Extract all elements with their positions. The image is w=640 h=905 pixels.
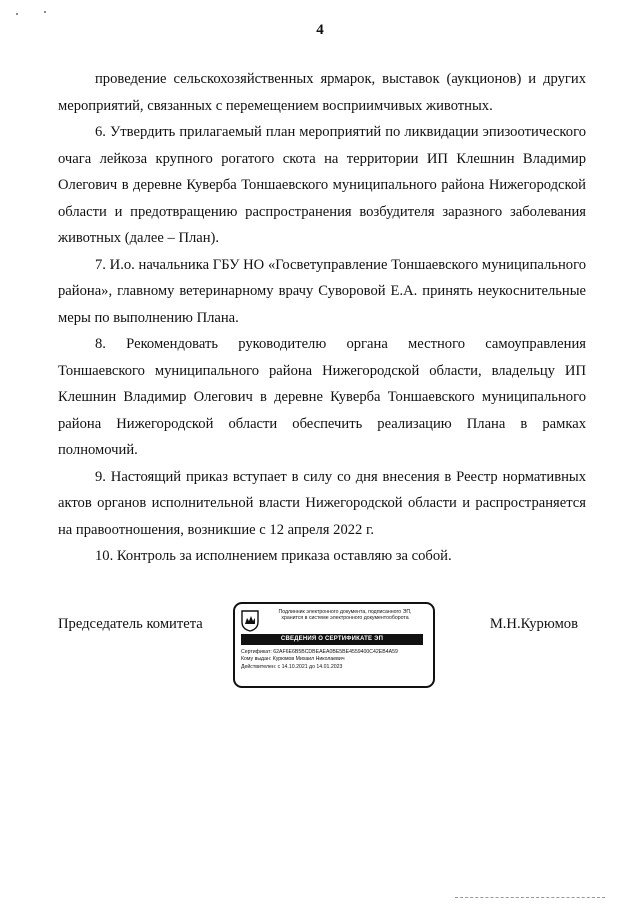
- stamp-banner: СВЕДЕНИЯ О СЕРТИФИКАТЕ ЭП: [241, 634, 423, 645]
- footer-divider: [455, 897, 605, 898]
- paragraph-item-6: 6. Утвердить прилагаемый план мероприятий по ликвидации эпизоотического очага лейкоза крупного рогатого скота на территории ИП Клешнин Владимир Олегович в деревне Куверба Тоншаевского муниципального района Нижегородской области и предотвращению распространения возбудителя заразного заболевания животных (далее – План).: [58, 124, 586, 246]
- page-number: 4: [316, 22, 324, 38]
- stamp-validity: Действителен: с 14.10.2021 до 14.01.2023: [241, 663, 343, 670]
- signer-title: Председатель комитета: [58, 616, 203, 632]
- paragraph-item-7: 7. И.о. начальника ГБУ НО «Госветуправление Тоншаевского муниципального района», главному ветеринарному врачу Суворовой Е.А. принять неукоснительные меры по выполнению Плана.: [58, 256, 586, 326]
- signer-name: М.Н.Курюмов: [489, 616, 578, 632]
- paragraph-item-8: 8. Рекомендовать руководителю органа местного самоуправления Тоншаевского муниципального района Нижегородской области, владельцу ИП Клешнин Владимир Олегович в деревне Куверба Тоншаевского муниципального района Нижегородской области обеспечить реализацию Плана в рамках полномочий.: [58, 336, 586, 458]
- paragraph-item-10: 10. Контроль за исполнением приказа оставляю за собой.: [95, 548, 452, 564]
- paragraph-item-9: 9. Настоящий приказ вступает в силу со дня внесения в Реестр нормативных актов органов исполнительной власти Нижегородской области и распространяется на правоотношения, возникшие с 12 апреля 2022 г.: [58, 468, 586, 538]
- scan-artifact-dot: [16, 13, 18, 15]
- stamp-header-line: хранится в системе электронного документооборота: [281, 615, 409, 622]
- paragraph-continuation: проведение сельскохозяйственных ярмарок, выставок (аукционов) и других мероприятий, связанных с перемещением восприимчивых животных.: [58, 71, 586, 114]
- electronic-signature-stamp: [233, 602, 435, 688]
- coat-of-arms-icon: [241, 610, 259, 632]
- scan-artifact-dot: [44, 11, 46, 13]
- stamp-issued-to: Кому выдан: Курюмов Михаил Николаевич: [241, 656, 345, 663]
- stamp-header-line: Подлинник электронного документа, подписанного ЭП,: [278, 609, 412, 615]
- signature-block: [58, 602, 586, 692]
- document-body: [58, 66, 586, 570]
- stamp-header: [265, 609, 425, 622]
- stamp-certificate: Сертификат: 62AF6E6B5BCDBEAEA0BE5BE4559400C42EB4A59: [241, 649, 398, 655]
- stamp-details: [241, 649, 427, 671]
